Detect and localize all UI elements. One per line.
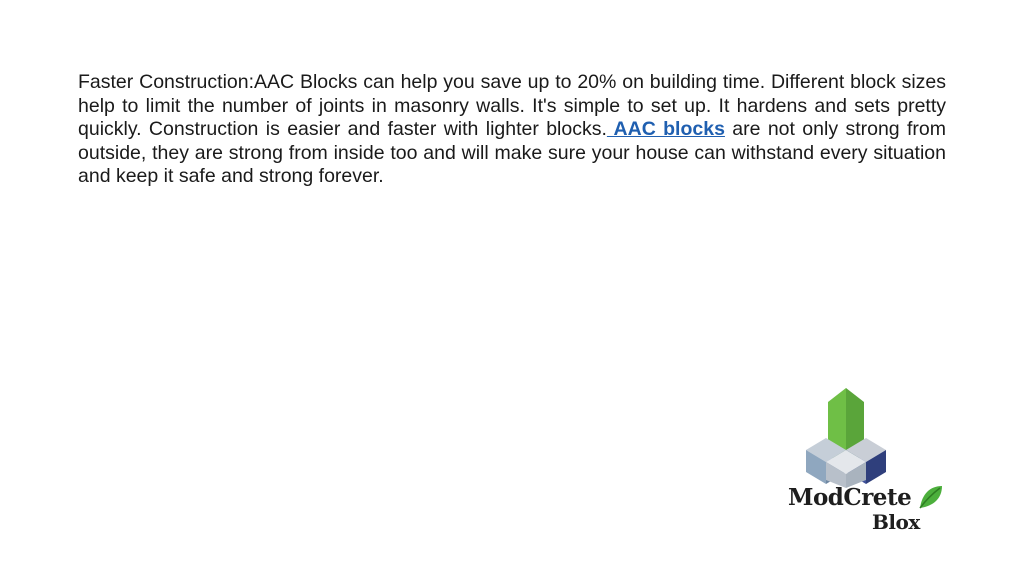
logo-blocks-icon (804, 388, 894, 488)
paragraph-text-before-link: Faster Construction:AAC Blocks can help you save up to 20% on building time. Different block sizes help to limit the number of joints in masonry walls. It's simple to set up. It hardens and sets pretty quickly. Construction is easier and faster with lighter blocks. (78, 71, 946, 140)
aac-blocks-link[interactable]: AAC blocks (606, 118, 725, 140)
paragraph-text-after-link: are not only strong from outside, they are strong from inside too and will make sure your house can withstand every situation and keep it safe and strong forever. (78, 118, 946, 187)
body-paragraph (78, 71, 946, 189)
logo-wordmark-line-1: ModCrete (788, 484, 912, 511)
leaf-icon (918, 484, 944, 510)
modcrete-blox-logo (786, 388, 946, 538)
logo-wordmark-line-2: Blox (872, 510, 920, 534)
